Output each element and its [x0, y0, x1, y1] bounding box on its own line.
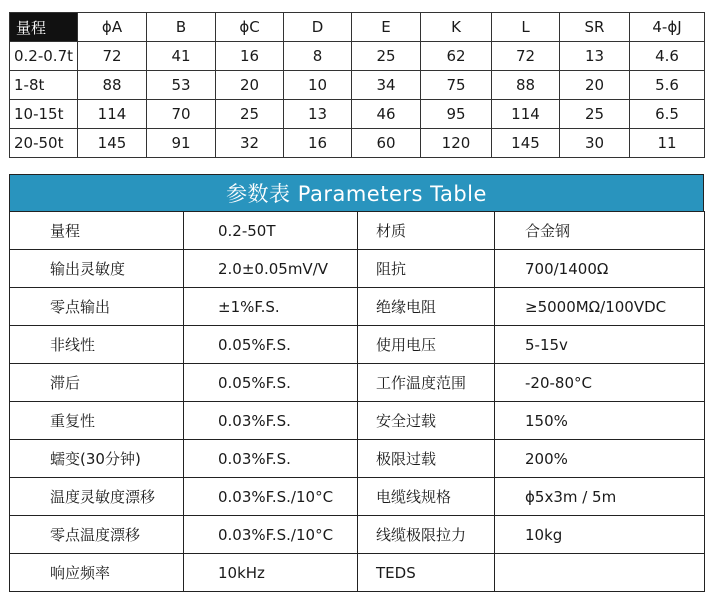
dimensions-header-cell: L: [492, 13, 560, 42]
parameter-label: 使用电压: [358, 326, 495, 364]
dimensions-header-range: 量程: [10, 13, 78, 42]
parameter-value: 10kHz: [184, 554, 358, 592]
dimensions-cell: 91: [147, 129, 216, 158]
parameters-row: [10, 364, 705, 402]
parameters-row: [10, 288, 705, 326]
parameters-table: [9, 211, 705, 592]
dimensions-cell: 11: [630, 129, 705, 158]
dimensions-cell: 20: [216, 71, 284, 100]
dimensions-range-cell: 0.2-0.7t: [10, 42, 78, 71]
dimensions-cell: 13: [560, 42, 630, 71]
dimensions-cell: 95: [421, 100, 492, 129]
dimensions-table: [9, 12, 705, 158]
dimensions-cell: 120: [421, 129, 492, 158]
parameter-value: 0.03%F.S./10°C: [184, 516, 358, 554]
parameters-title: 参数表 Parameters Table: [9, 174, 704, 211]
parameter-label: 非线性: [10, 326, 184, 364]
parameter-value: 0.05%F.S.: [184, 326, 358, 364]
dimensions-cell: 34: [352, 71, 421, 100]
parameters-row: [10, 326, 705, 364]
parameter-label: 绝缘电阻: [358, 288, 495, 326]
dimensions-row: [10, 71, 705, 100]
dimensions-cell: 5.6: [630, 71, 705, 100]
parameter-value: 0.05%F.S.: [184, 364, 358, 402]
dimensions-cell: 60: [352, 129, 421, 158]
dimensions-header-cell: SR: [560, 13, 630, 42]
dimensions-cell: 4.6: [630, 42, 705, 71]
dimensions-cell: 88: [492, 71, 560, 100]
dimensions-cell: 6.5: [630, 100, 705, 129]
parameter-value: 10kg: [495, 516, 705, 554]
parameter-label: 阻抗: [358, 250, 495, 288]
parameter-value: 合金钢: [495, 212, 705, 250]
parameter-label: 电缆线规格: [358, 478, 495, 516]
parameter-label: 输出灵敏度: [10, 250, 184, 288]
dimensions-cell: 145: [492, 129, 560, 158]
parameter-value: 5-15v: [495, 326, 705, 364]
dimensions-row: [10, 100, 705, 129]
parameter-value: ϕ5x3m / 5m: [495, 478, 705, 516]
dimensions-cell: 16: [216, 42, 284, 71]
parameter-value: 0.03%F.S.: [184, 402, 358, 440]
parameter-label: 材质: [358, 212, 495, 250]
parameter-value: 0.03%F.S./10°C: [184, 478, 358, 516]
parameter-value: 0.2-50T: [184, 212, 358, 250]
dimensions-cell: 145: [78, 129, 147, 158]
dimensions-cell: 88: [78, 71, 147, 100]
dimensions-cell: 10: [284, 71, 352, 100]
parameter-label: 极限过载: [358, 440, 495, 478]
dimensions-row: [10, 129, 705, 158]
parameter-value: -20-80°C: [495, 364, 705, 402]
parameter-label: 量程: [10, 212, 184, 250]
dimensions-cell: 25: [216, 100, 284, 129]
parameter-label: 线缆极限拉力: [358, 516, 495, 554]
dimensions-cell: 72: [492, 42, 560, 71]
dimensions-header-cell: ϕC: [216, 13, 284, 42]
dimensions-cell: 16: [284, 129, 352, 158]
parameter-value: [495, 554, 705, 592]
parameters-row: [10, 402, 705, 440]
dimensions-cell: 25: [560, 100, 630, 129]
parameter-label: 温度灵敏度漂移: [10, 478, 184, 516]
dimensions-header-cell: 4-ϕJ: [630, 13, 705, 42]
dimensions-cell: 46: [352, 100, 421, 129]
dimensions-cell: 53: [147, 71, 216, 100]
dimensions-range-cell: 20-50t: [10, 129, 78, 158]
dimensions-cell: 30: [560, 129, 630, 158]
parameters-row: [10, 440, 705, 478]
parameter-value: ±1%F.S.: [184, 288, 358, 326]
parameters-row: [10, 478, 705, 516]
parameters-row: [10, 250, 705, 288]
dimensions-range-cell: 1-8t: [10, 71, 78, 100]
dimensions-cell: 70: [147, 100, 216, 129]
dimensions-header-cell: E: [352, 13, 421, 42]
parameter-label: 零点温度漂移: [10, 516, 184, 554]
parameter-label: 零点输出: [10, 288, 184, 326]
parameter-label: 工作温度范围: [358, 364, 495, 402]
parameter-label: TEDS: [358, 554, 495, 592]
dimensions-cell: 13: [284, 100, 352, 129]
parameter-label: 安全过载: [358, 402, 495, 440]
dimensions-cell: 25: [352, 42, 421, 71]
dimensions-cell: 20: [560, 71, 630, 100]
parameter-value: 200%: [495, 440, 705, 478]
parameter-value: 2.0±0.05mV/V: [184, 250, 358, 288]
parameter-label: 响应频率: [10, 554, 184, 592]
parameter-value: 150%: [495, 402, 705, 440]
parameter-value: 700/1400Ω: [495, 250, 705, 288]
parameters-section: [9, 174, 704, 592]
dimensions-header-row: [10, 13, 705, 42]
parameters-row: [10, 212, 705, 250]
dimensions-header-cell: D: [284, 13, 352, 42]
dimensions-cell: 75: [421, 71, 492, 100]
parameters-row: [10, 554, 705, 592]
parameter-label: 重复性: [10, 402, 184, 440]
dimensions-header-cell: B: [147, 13, 216, 42]
parameter-label: 滞后: [10, 364, 184, 402]
parameter-value: ≥5000MΩ/100VDC: [495, 288, 705, 326]
dimensions-header-cell: ϕA: [78, 13, 147, 42]
dimensions-cell: 62: [421, 42, 492, 71]
dimensions-cell: 114: [492, 100, 560, 129]
dimensions-cell: 114: [78, 100, 147, 129]
dimensions-cell: 8: [284, 42, 352, 71]
dimensions-header-cell: K: [421, 13, 492, 42]
dimensions-cell: 72: [78, 42, 147, 71]
dimensions-cell: 32: [216, 129, 284, 158]
dimensions-cell: 41: [147, 42, 216, 71]
parameters-row: [10, 516, 705, 554]
dimensions-range-cell: 10-15t: [10, 100, 78, 129]
parameter-label: 蠕变(30分钟): [10, 440, 184, 478]
dimensions-row: [10, 42, 705, 71]
parameter-value: 0.03%F.S.: [184, 440, 358, 478]
